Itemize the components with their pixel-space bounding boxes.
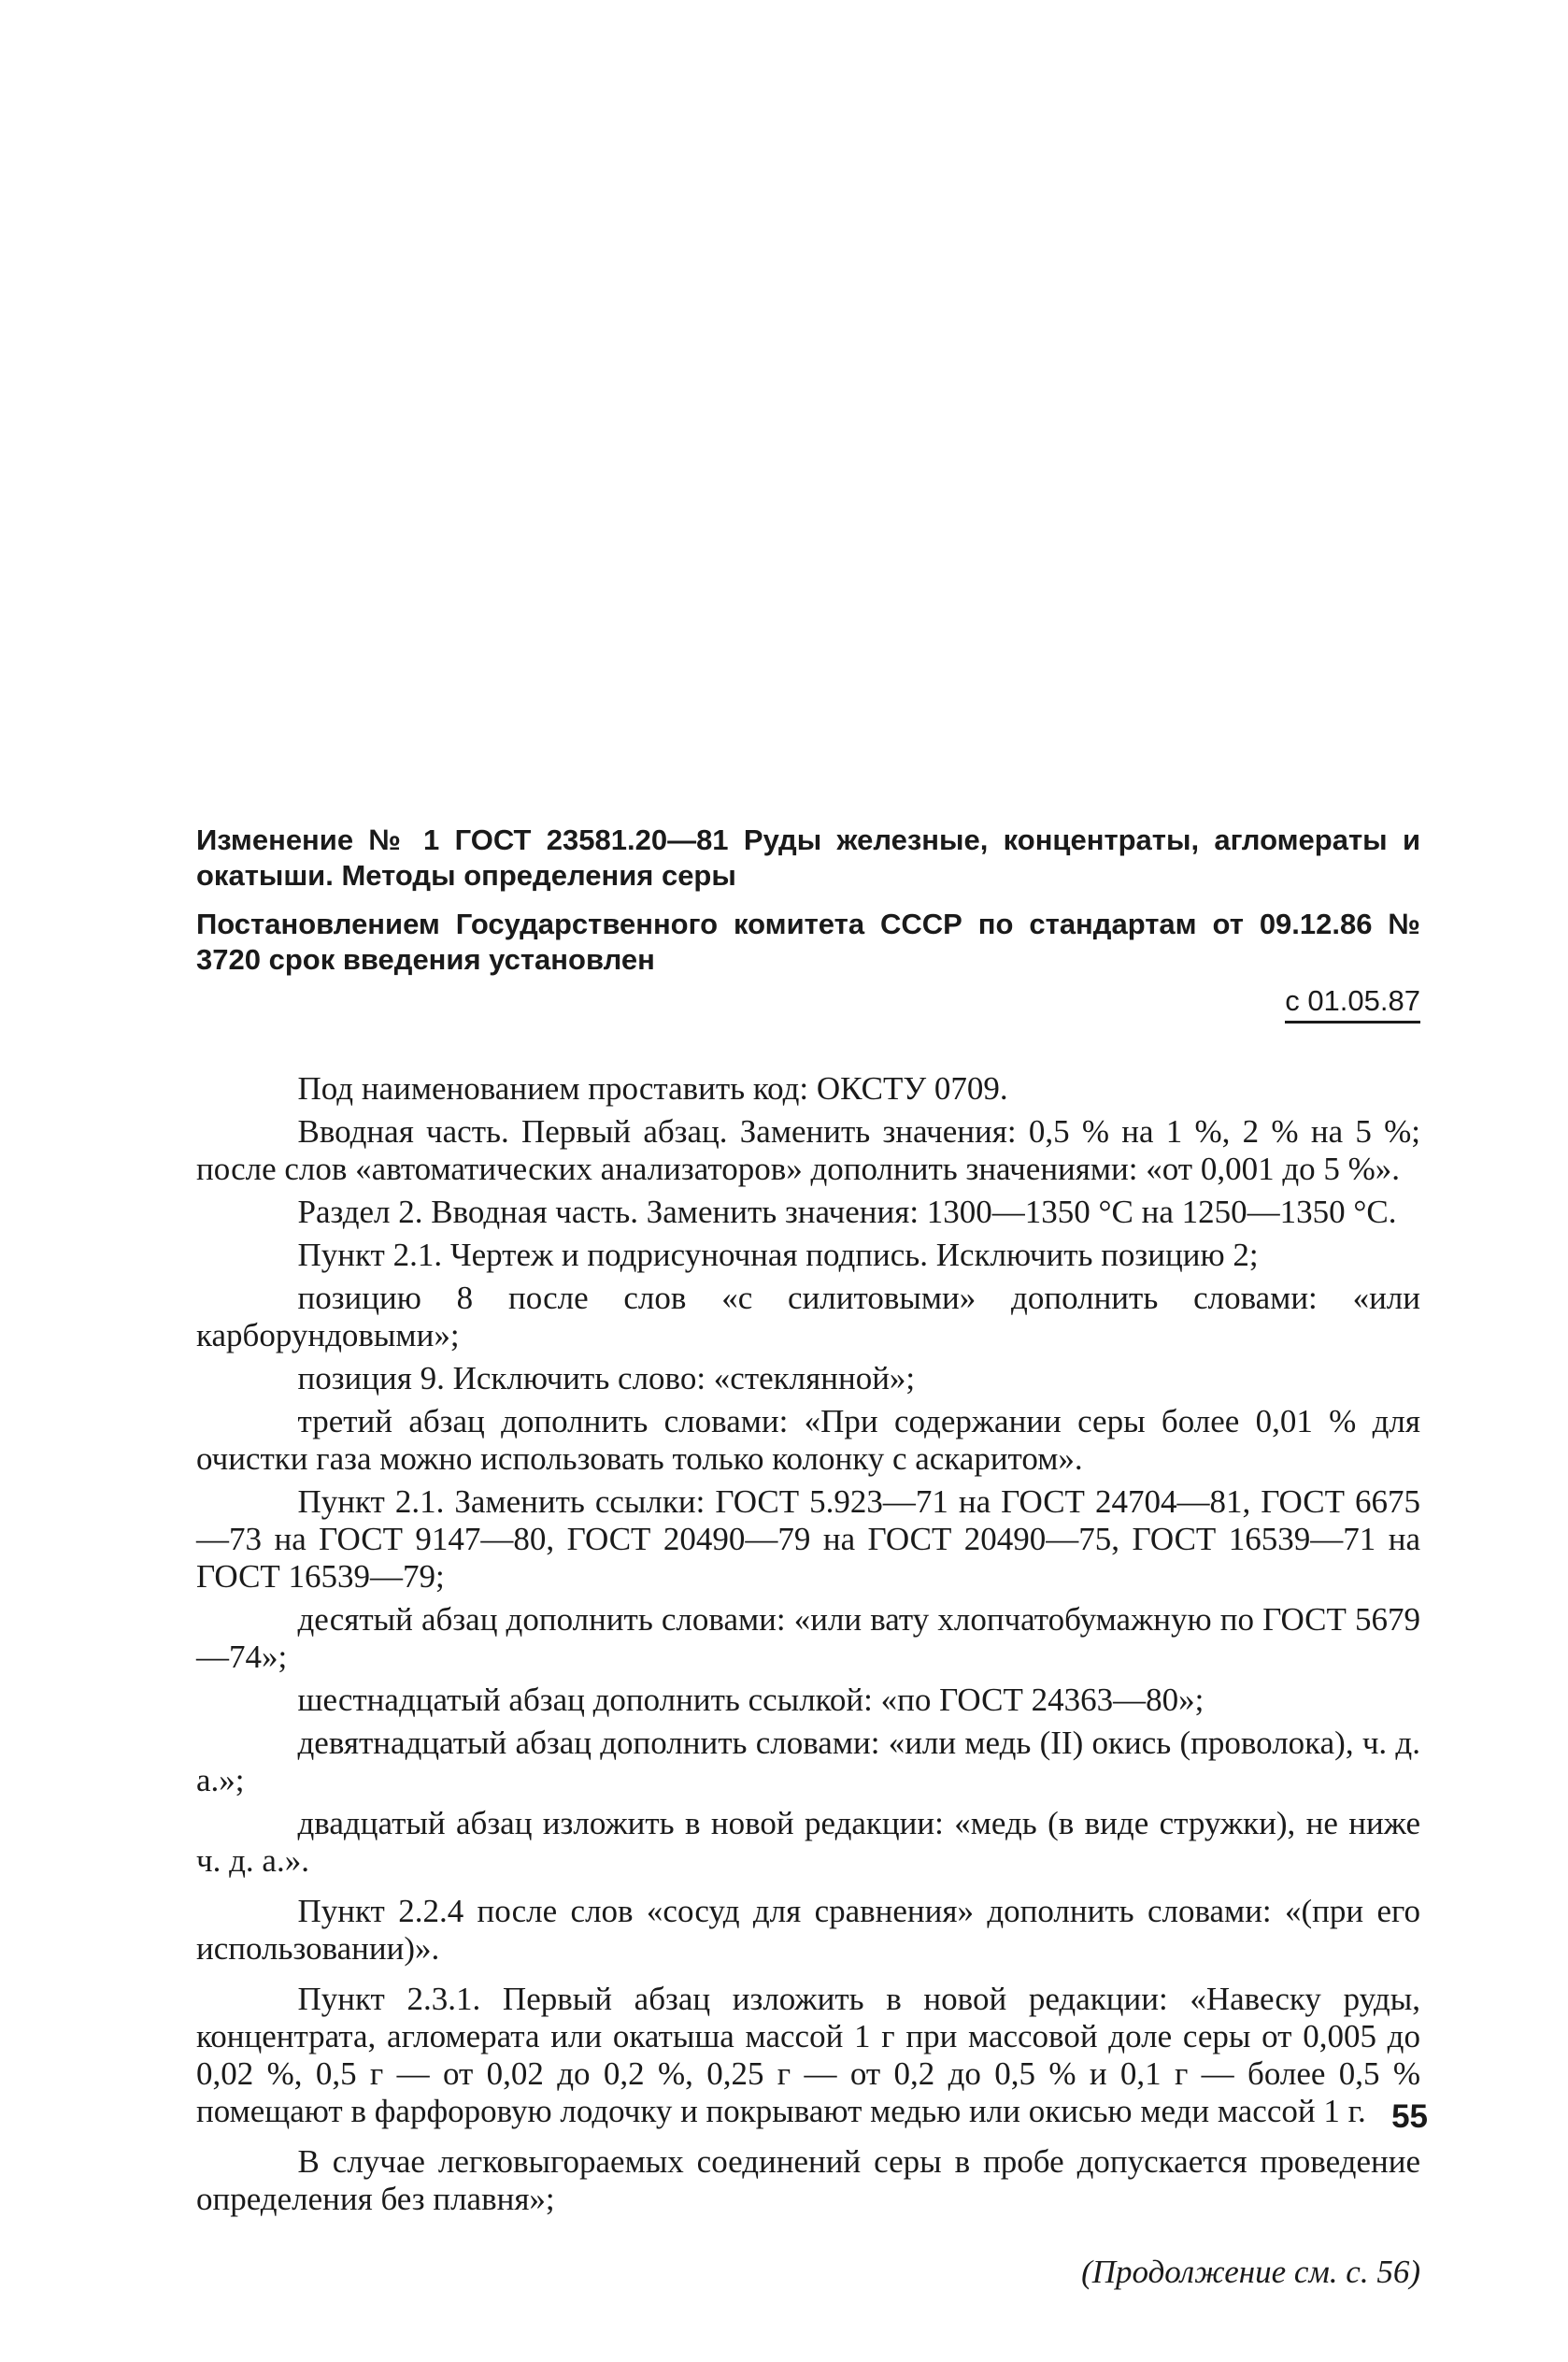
paragraph: десятый абзац дополнить словами: «или вату хлопчатобумажную по ГОСТ 5679—74»; (196, 1601, 1420, 1675)
paragraph: Пункт 2.3.1. Первый абзац изложить в новой редакции: «Навеску руды, концентрата, агломерата или окатыша массой 1 г при массовой доле серы от 0,005 до 0,02 %, 0,5 г — от 0,02 до 0,2 %, 0,25 г — от 0,2 до 0,5 % и 0,1 г — более 0,5 % помещают в фарфоровую лодочку и покрывают медью или окисью меди массой 1 г. (196, 1981, 1420, 2129)
effective-date: с 01.05.87 (1285, 983, 1420, 1024)
paragraph: Пункт 2.1. Заменить ссылки: ГОСТ 5.923—71 на ГОСТ 24704—81, ГОСТ 6675—73 на ГОСТ 9147—80, ГОСТ 20490—79 на ГОСТ 20490—75, ГОСТ 16539—71 на ГОСТ 16539—79; (196, 1483, 1420, 1595)
paragraph: двадцатый абзац изложить в новой редакции: «медь (в виде стружки), не ниже ч. д. а.». (196, 1805, 1420, 1879)
paragraph: позиция 9. Исключить слово: «стеклянной»; (297, 1360, 916, 1396)
continued-note: (Продолжение см. с. 56) (1081, 2254, 1420, 2290)
paragraph: девятнадцатый абзац дополнить словами: «или медь (II) окись (проволока), ч. д. а.»; (196, 1725, 1420, 1798)
page-number: 55 (1391, 2098, 1428, 2135)
paragraph: В случае легковыгораемых соединений серы в пробе допускается проведение определения без плавня»; (196, 2143, 1420, 2217)
paragraph: Пункт 2.2.4 после слов «сосуд для сравнения» дополнить словами: «(при его использовании)». (196, 1893, 1420, 1967)
paragraph: третий абзац дополнить словами: «При содержании серы более 0,01 % для очистки газа можно использовать только колонку с аскаритом». (196, 1403, 1420, 1477)
effective-date-block (196, 983, 1420, 1024)
decree-text: Постановлением Государственного комитета СССР по стандартам от 09.12.86 № 3720 срок введения установлен (196, 908, 1420, 976)
paragraph: шестнадцатый абзац дополнить ссылкой: «по ГОСТ 24363—80»; (297, 1682, 1205, 1718)
amendment-body (196, 1070, 1420, 2218)
paragraph: Под наименованием проставить код: ОКСТУ 0709. (297, 1070, 1008, 1107)
amendment-title: Изменение № 1 ГОСТ 23581.20—81 Руды железные, концентраты, агломераты и окатыши. Методы определения серы (196, 823, 1420, 892)
paragraph: позицию 8 после слов «с силитовыми» дополнить словами: «или карборундовыми»; (196, 1280, 1420, 1353)
paragraph: Пункт 2.1. Чертеж и подрисуночная подпись. Исключить позицию 2; (297, 1237, 1259, 1273)
paragraph: Раздел 2. Вводная часть. Заменить значения: 1300—1350 °С на 1250—1350 °С. (297, 1194, 1397, 1230)
document-content (196, 823, 1420, 2291)
paragraph: Вводная часть. Первый абзац. Заменить значения: 0,5 % на 1 %, 2 % на 5 %; после слов «автоматических анализаторов» дополнить значениями: «от 0,001 до 5 %». (196, 1113, 1420, 1187)
